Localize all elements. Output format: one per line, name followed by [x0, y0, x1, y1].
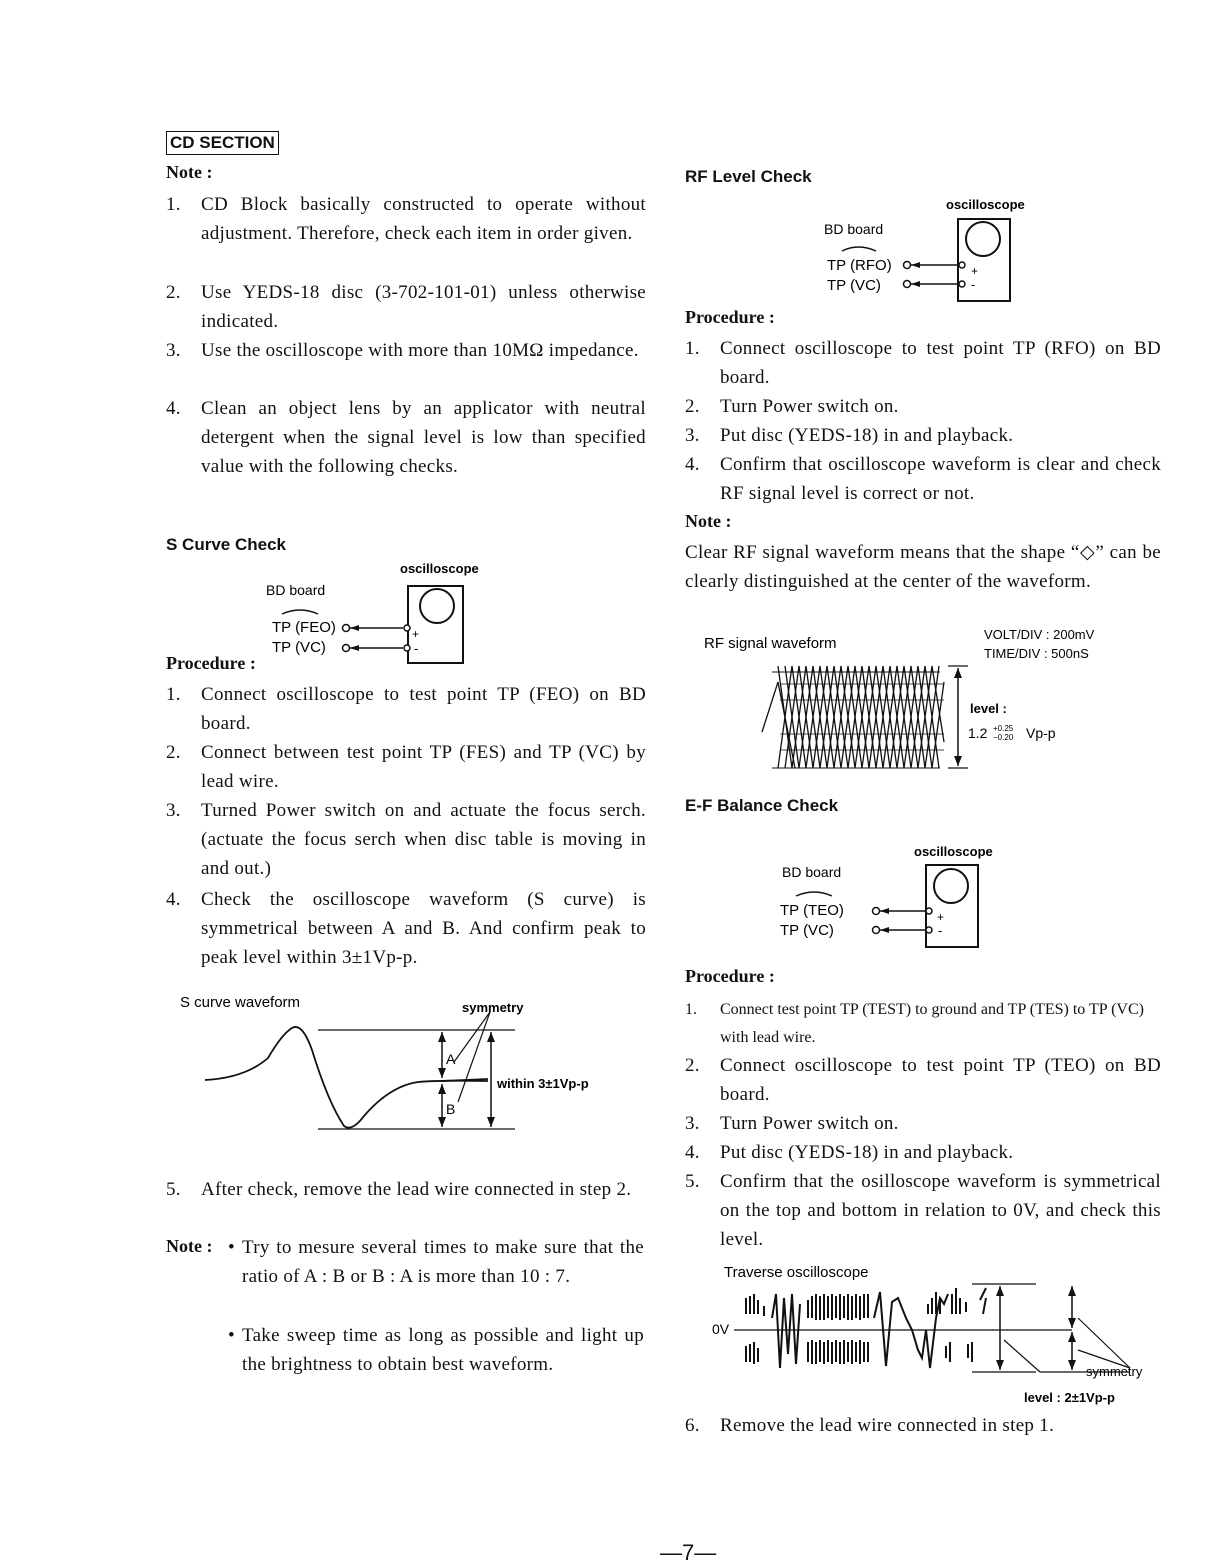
- item-text: Use the oscilloscope with more than 10MΩ impedance.: [201, 340, 639, 361]
- eye-pattern: [762, 666, 944, 768]
- bullet-text: Take sweep time as long as possible and light up the brightness to obtain best waveform.: [242, 1325, 644, 1375]
- item-text: Connect oscilloscope to test point TP (RFO) on BD board.: [720, 338, 1161, 388]
- procedure-label: Procedure :: [685, 966, 775, 986]
- traverse-waveform: [700, 1258, 1160, 1410]
- rf-signal-waveform: [700, 622, 1140, 774]
- tp-label-2: TP (VC): [272, 639, 326, 656]
- tolerance-plus: +0.25: [993, 724, 1014, 733]
- oscilloscope-screen: [966, 222, 1000, 256]
- item-text: Check the oscilloscope waveform (S curve) is symmetrical between A and B. And confirm peak to peak level within 3±1Vp-p.: [201, 889, 646, 968]
- tolerance-minus: −0.20: [993, 733, 1014, 742]
- item-number: 5.: [685, 1171, 700, 1192]
- tp-label-1: TP (RFO): [827, 257, 892, 274]
- item-number: 2.: [166, 282, 181, 303]
- board-label: BD board: [266, 582, 326, 598]
- oscilloscope-box: [958, 219, 1010, 301]
- plus-label: +: [937, 910, 945, 924]
- item-number: 1.: [685, 1001, 697, 1018]
- symmetry-label: symmetry: [462, 1000, 524, 1015]
- list-item: [685, 1109, 1161, 1138]
- waveform-label: S curve waveform: [180, 994, 301, 1011]
- plus-label: +: [971, 264, 979, 278]
- item-number: 2.: [685, 396, 700, 417]
- item-text: After check, remove the lead wire connected in step 2.: [201, 1179, 632, 1200]
- list-item: [685, 450, 1161, 508]
- list-item: [685, 1051, 1161, 1109]
- note-label: Note :: [166, 162, 213, 182]
- list-item: [685, 1411, 1161, 1440]
- board-label: BD board: [782, 864, 842, 880]
- oscilloscope-screen: [934, 869, 968, 903]
- item-text: Turn Power switch on.: [720, 1113, 899, 1134]
- level-label: level : 2±1Vp-p: [1024, 1390, 1115, 1405]
- item-number: 2.: [685, 1055, 700, 1076]
- list-item: [166, 738, 646, 796]
- item-number: 3.: [685, 425, 700, 446]
- b-label: B: [446, 1101, 456, 1117]
- oscilloscope-box: [926, 865, 978, 947]
- tp-label-1: TP (TEO): [780, 902, 844, 919]
- item-number: 1.: [166, 194, 181, 215]
- item-number: 1.: [685, 338, 700, 359]
- oscilloscope-label: oscilloscope: [914, 844, 993, 859]
- tp-label-1: TP (FEO): [272, 619, 336, 636]
- list-item: [685, 1167, 1161, 1254]
- item-text: Connect oscilloscope to test point TP (FEO) on BD board.: [201, 684, 646, 734]
- ef-heading: E-F Balance Check: [685, 796, 839, 815]
- item-number: 3.: [685, 1113, 700, 1134]
- level-base: 1.2: [968, 725, 988, 741]
- a-label: A: [446, 1051, 456, 1067]
- s-curve-connection-diagram: [260, 558, 480, 670]
- traverse-signal: [746, 1288, 986, 1368]
- bullet-text: Try to mesure several times to make sure that the ratio of A : B or B : A is more than 10 : 7.: [242, 1237, 644, 1287]
- item-text: Turned Power switch on and actuate the focus serch. (actuate the focus serch when disc table is moving in and out.): [201, 800, 646, 879]
- item-text: CD Block basically constructed to operate without adjustment. Therefore, check each item in order given.: [201, 194, 646, 244]
- tp-label-2: TP (VC): [780, 922, 834, 939]
- item-number: 1.: [166, 684, 181, 705]
- note-label: Note :: [685, 511, 732, 531]
- item-text: Remove the lead wire connected in step 1.: [720, 1415, 1055, 1436]
- item-number: 4.: [685, 1142, 700, 1163]
- item-text: Confirm that oscilloscope waveform is clear and check RF signal level is correct or not.: [720, 454, 1161, 504]
- list-item: [166, 190, 646, 248]
- oscilloscope-label: oscilloscope: [946, 197, 1025, 212]
- item-text: Put disc (YEDS-18) in and playback.: [720, 425, 1014, 446]
- procedure-label: Procedure :: [166, 653, 256, 673]
- list-item: [166, 885, 646, 972]
- within-label: within 3±1Vp-p: [497, 1076, 589, 1091]
- volt-div-label: VOLT/DIV : 200mV: [984, 627, 1095, 642]
- item-number: 4.: [166, 398, 181, 419]
- item-text: Use YEDS-18 disc (3-702-101-01) unless otherwise indicated.: [201, 282, 646, 332]
- item-number: 5.: [166, 1179, 181, 1200]
- item-text: Connect oscilloscope to test point TP (TEO) on BD board.: [720, 1055, 1161, 1105]
- item-text: Turn Power switch on.: [720, 396, 899, 417]
- waveform-label: Traverse oscilloscope: [724, 1264, 869, 1281]
- list-item: [685, 1138, 1161, 1167]
- item-number: 4.: [685, 454, 700, 475]
- board-label: BD board: [824, 221, 884, 237]
- item-text: Confirm that the osilloscope waveform is symmetrical on the top and bottom in relation to 0V, and check this level.: [720, 1171, 1161, 1250]
- item-number: 4.: [166, 889, 181, 910]
- item-number: 3.: [166, 340, 181, 361]
- procedure-label: Procedure :: [685, 307, 775, 327]
- plus-label: +: [412, 627, 420, 641]
- list-item: [166, 394, 646, 481]
- item-number: 6.: [685, 1415, 700, 1436]
- ov-label: 0V: [712, 1321, 730, 1337]
- item-number: 3.: [166, 800, 181, 821]
- symmetry-label: symmetry: [1086, 1364, 1143, 1379]
- list-item: [166, 796, 646, 883]
- item-text: Connect between test point TP (FES) and TP (VC) by lead wire.: [201, 742, 646, 792]
- list-item: [166, 278, 646, 336]
- oscilloscope-label: oscilloscope: [400, 561, 479, 576]
- tp-label-2: TP (VC): [827, 277, 881, 294]
- ef-connection-diagram: [776, 840, 996, 952]
- list-item: [166, 1175, 646, 1204]
- rf-connection-diagram: [818, 195, 1038, 307]
- list-item: [685, 392, 1161, 421]
- item-text: Put disc (YEDS-18) in and playback.: [720, 1142, 1014, 1163]
- section-title: CD SECTION: [166, 131, 279, 155]
- oscilloscope-screen: [420, 589, 454, 623]
- note-bullet: • Take sweep time as long as possible and light up the brightness to obtain best waveform.: [228, 1321, 644, 1379]
- list-item: [685, 334, 1161, 392]
- s-curve-heading: S Curve Check: [166, 535, 286, 554]
- s-curve-waveform: [170, 990, 589, 1140]
- level-unit: Vp-p: [1026, 725, 1056, 741]
- rf-heading: RF Level Check: [685, 167, 812, 186]
- item-number: 2.: [166, 742, 181, 763]
- waveform-label: RF signal waveform: [704, 635, 837, 652]
- jumper-arc: [282, 610, 318, 614]
- page-number: —7—: [660, 1540, 717, 1565]
- list-item: [685, 421, 1161, 450]
- level-label: level :: [970, 701, 1007, 716]
- item-text: Connect test point TP (TEST) to ground and TP (TES) to TP (VC) with lead wire.: [720, 1001, 1144, 1046]
- time-div-label: TIME/DIV : 500nS: [984, 646, 1089, 661]
- minus-label: -: [414, 641, 419, 656]
- minus-label: -: [971, 277, 976, 292]
- item-text: Clean an object lens by an applicator with neutral detergent when the signal level is low than specified value with the following checks.: [201, 398, 646, 477]
- note-label: Note :: [166, 1236, 213, 1256]
- list-item: [685, 996, 1161, 1052]
- rf-note-text: Clear RF signal waveform means that the shape “◇” can be clearly distinguished at the center of the waveform.: [685, 542, 1161, 592]
- list-item: [166, 336, 646, 365]
- list-item: [166, 680, 646, 738]
- minus-label: -: [938, 923, 943, 938]
- note-bullet: • Try to mesure several times to make sure that the ratio of A : B or B : A is more than 10 : 7.: [228, 1233, 644, 1291]
